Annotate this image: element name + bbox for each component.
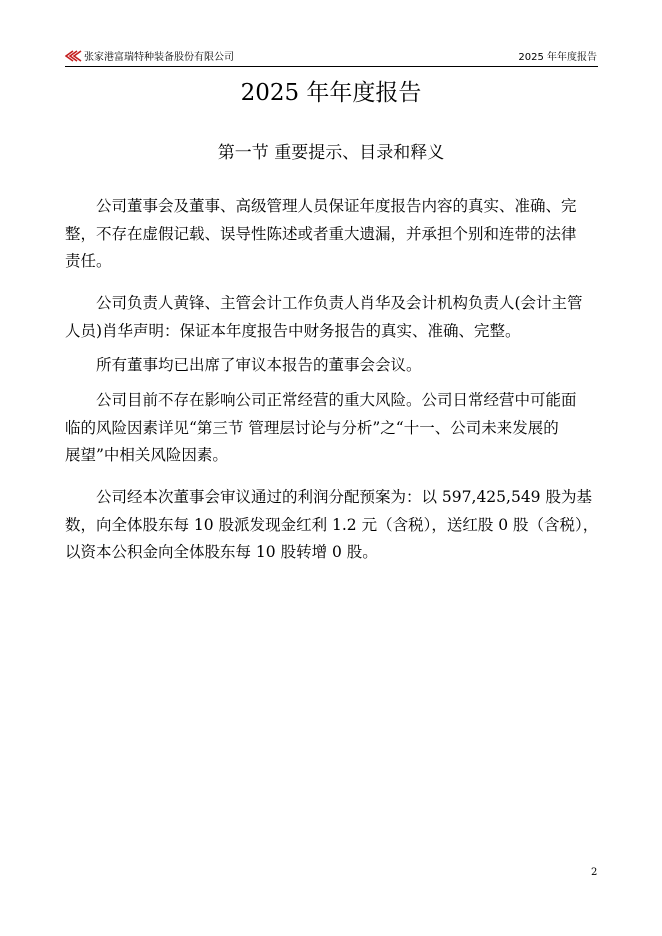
- paragraph-line: 数，向全体股东每 10 股派发现金红利 1.2 元（含税），送红股 0 股（含税），: [65, 515, 599, 534]
- paragraph-responsible-persons: [65, 290, 583, 345]
- paragraph-line: 责任。: [65, 252, 112, 270]
- paragraph-profit-distribution: [65, 484, 598, 567]
- document-title: 2025 年年度报告: [240, 80, 422, 106]
- paragraph-line: 公司经本次董事会审议通过的利润分配预案为：以 597,425,549 股为基: [96, 488, 592, 506]
- paragraph-line: 以资本公积金向全体股东每 10 股转增 0 股。: [65, 543, 378, 561]
- company-logo: [65, 50, 83, 62]
- header-report-label: 2025 年年度报告: [518, 52, 597, 63]
- paragraph-directors-attendance: [65, 352, 422, 380]
- page-header: [65, 48, 598, 66]
- paragraph-line: 展望”中相关风险因素。: [65, 446, 228, 464]
- paragraph-line: 所有董事均已出席了审议本报告的董事会会议。: [96, 356, 422, 374]
- page-number: 2: [591, 867, 598, 878]
- paragraph-risk: [65, 387, 577, 470]
- paragraph-line: 临的风险因素详见“第三节 管理层讨论与分析”之“十一、公司未来发展的: [65, 418, 559, 437]
- paragraph-line: 人员)肖华声明：保证本年度报告中财务报告的真实、准确、完整。: [65, 321, 521, 340]
- paragraph-board-guarantee: [65, 193, 577, 276]
- section-title: 第一节 重要提示、目录和释义: [217, 143, 445, 163]
- paragraph-line: 公司董事会及董事、高级管理人员保证年度报告内容的真实、准确、完: [96, 197, 577, 215]
- paragraph-line: 整，不存在虚假记载、误导性陈述或者重大遗漏，并承担个别和连带的法律: [65, 224, 577, 243]
- header-divider: [65, 66, 598, 67]
- paragraph-line: 公司负责人黄锋、主管会计工作负责人肖华及会计机构负责人(会计主管: [96, 294, 583, 312]
- company-name: 张家港富瑞特种装备股份有限公司: [84, 52, 234, 63]
- paragraph-line: 公司目前不存在影响公司正常经营的重大风险。公司日常经营中可能面: [96, 391, 577, 409]
